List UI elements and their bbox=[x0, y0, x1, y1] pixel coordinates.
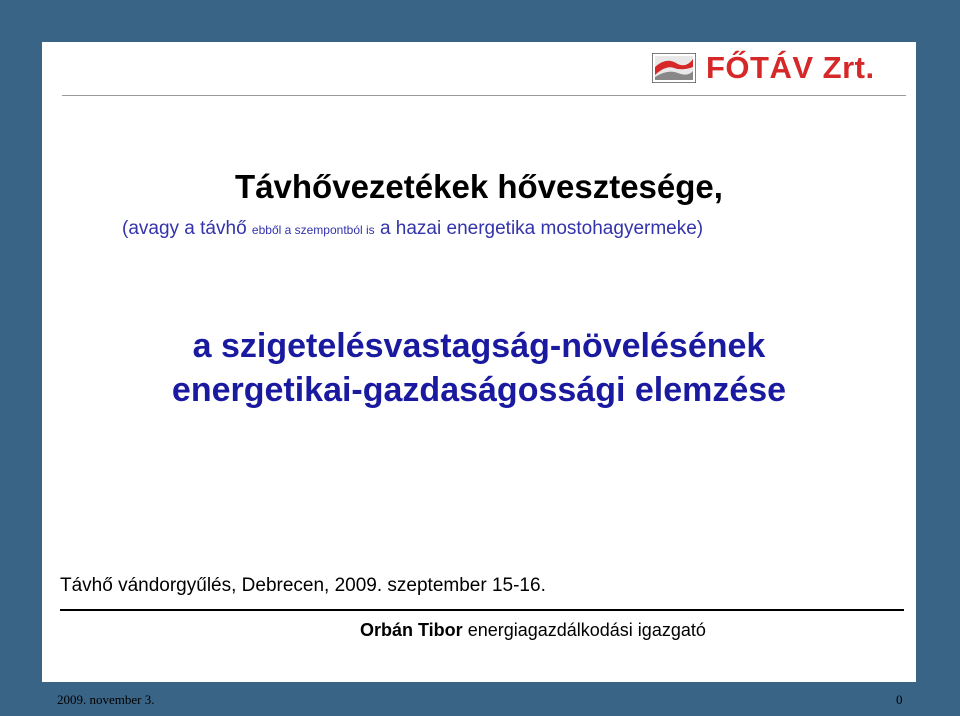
footer-date: 2009. november 3. bbox=[57, 692, 155, 707]
page-number: 0 bbox=[896, 692, 903, 707]
subtitle-part-3: a hazai energetika mostohagyermeke) bbox=[374, 218, 704, 239]
slide bbox=[42, 42, 916, 684]
top-divider bbox=[62, 95, 906, 96]
heading-line-1: a szigetelésvastagság-növelésének bbox=[192, 327, 766, 365]
fotav-logo-icon bbox=[652, 53, 696, 83]
author-line bbox=[360, 620, 706, 641]
author-name: Orbán Tibor bbox=[360, 620, 463, 640]
company-logo bbox=[652, 52, 875, 83]
slide-title: Távhővezetékek hővesztesége, bbox=[235, 168, 723, 205]
subtitle-part-1: (avagy a távhő bbox=[122, 218, 252, 239]
heading-line-2: energetikai-gazdaságossági elemzése bbox=[171, 371, 787, 409]
slide-subtitle bbox=[122, 218, 703, 240]
author-divider bbox=[60, 609, 904, 611]
logo-text: FŐTÁV Zrt. bbox=[706, 50, 875, 85]
author-role: energiagazdálkodási igazgató bbox=[462, 620, 706, 640]
subtitle-part-small: ebből a szempontból is bbox=[251, 223, 375, 237]
event-line: Távhő vándorgyűlés, Debrecen, 2009. szeptember 15-16. bbox=[60, 575, 546, 596]
main-heading bbox=[42, 324, 916, 412]
